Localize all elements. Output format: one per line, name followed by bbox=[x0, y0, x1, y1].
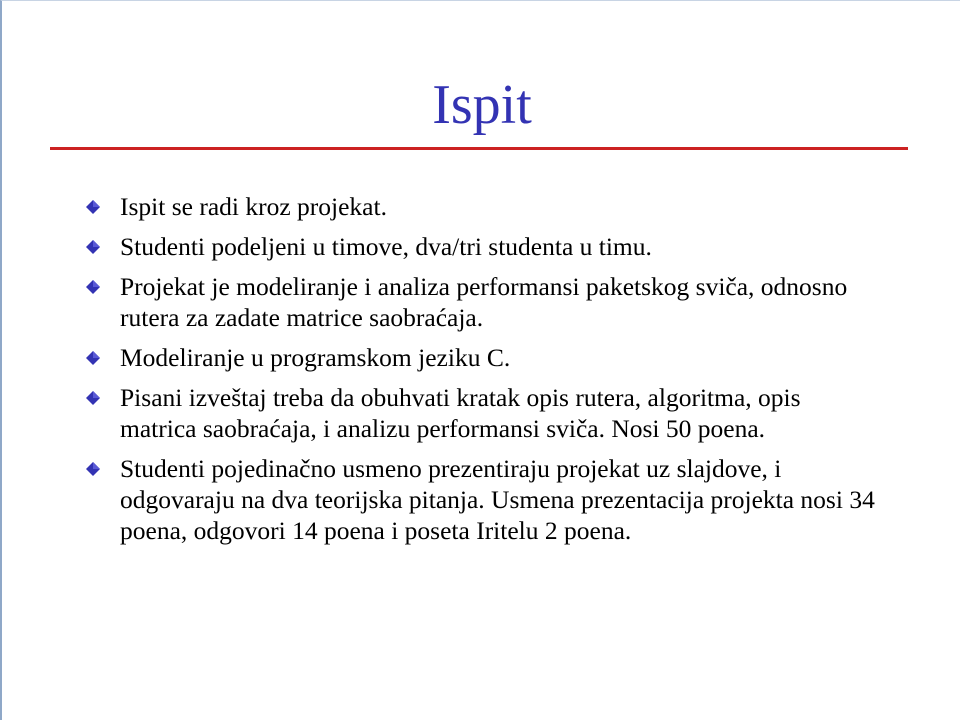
title-underline bbox=[50, 147, 908, 150]
bullet-item bbox=[82, 453, 882, 546]
bullet-item bbox=[82, 382, 882, 444]
bullet-item bbox=[82, 271, 882, 333]
diamond-bullet-icon bbox=[86, 280, 100, 294]
bullet-text: Ispit se radi kroz projekat. bbox=[120, 192, 387, 221]
bullet-text: Pisani izveštaj treba da obuhvati kratak opis rutera, algoritma, opis matrica saobraćaja, i analizu performansi sviča. Nosi 50 poena. bbox=[120, 383, 801, 443]
diamond-bullet-icon bbox=[86, 240, 100, 254]
bullet-item bbox=[82, 191, 882, 222]
diamond-bullet-icon bbox=[86, 391, 100, 405]
diamond-bullet-icon bbox=[86, 351, 100, 365]
diamond-bullet-icon bbox=[86, 200, 100, 214]
diamond-bullet-icon bbox=[86, 462, 100, 476]
slide-title: Ispit bbox=[432, 74, 532, 136]
bullet-item bbox=[82, 342, 882, 373]
bullet-text: Modeliranje u programskom jeziku C. bbox=[120, 343, 511, 372]
bullet-text: Studenti podeljeni u timove, dva/tri studenta u timu. bbox=[120, 232, 652, 261]
bullet-text: Projekat je modeliranje i analiza performansi paketskog sviča, odnosno rutera za zadate matrice saobraćaja. bbox=[120, 272, 848, 332]
bullet-item bbox=[82, 231, 882, 262]
bullet-text: Studenti pojedinačno usmeno prezentiraju projekat uz slajdove, i odgovaraju na dva teorijska pitanja. Usmena prezentacija projekta nosi 34 poena, odgovori 14 poena i poseta Iritelu 2 poena. bbox=[120, 454, 875, 545]
bullet-list bbox=[82, 191, 882, 555]
